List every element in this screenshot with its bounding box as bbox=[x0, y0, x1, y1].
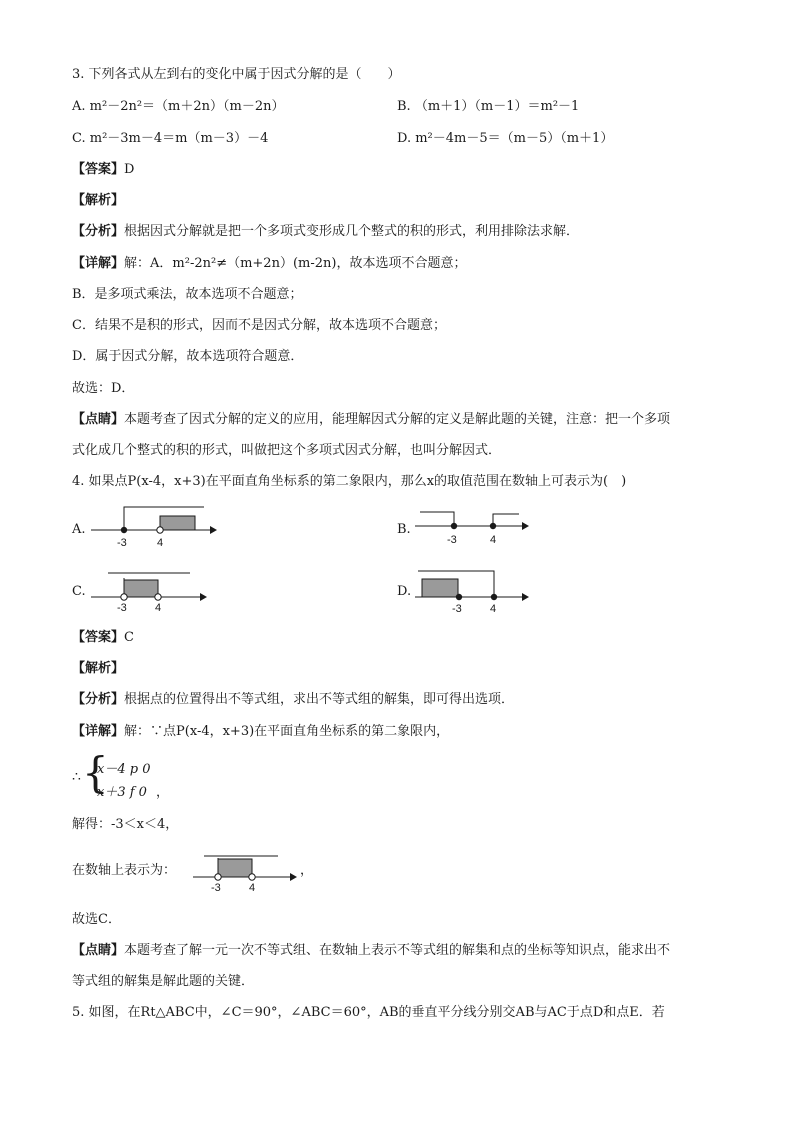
q3-option-b: B. （m＋1）（m－1）＝m²－1 bbox=[397, 99, 580, 114]
q4-solve: 解得：-3＜x＜4， bbox=[72, 817, 179, 832]
q4-label-d: D. bbox=[397, 584, 412, 599]
left-brace: { bbox=[82, 748, 109, 797]
q3-dianjing: 【点睛】本题考查了因式分解的定义的应用，能理解因式分解的定义是解此题的关键，注意：把一个多项 bbox=[72, 412, 671, 427]
q3-fenxi: 【分析】根据因式分解就是把一个多项式变形成几个整式的积的形式，利用排除法求解． bbox=[72, 224, 580, 239]
q4-dianjing-cont: 等式组的解集是解此题的关键． bbox=[72, 974, 255, 989]
inequality-2: x＋3 f 0 bbox=[97, 785, 147, 800]
q4-label-c: C. bbox=[72, 584, 86, 599]
q3-option-a: A. m²－2n²＝（m＋2n）（m－2n） bbox=[72, 99, 285, 114]
q4-label-b: B. bbox=[397, 522, 411, 537]
q4-numberline-a bbox=[88, 504, 218, 548]
q3-d-line: D．属于因式分解，故本选项符合题意． bbox=[72, 349, 304, 364]
q3-option-c: C. m²－3m－4＝m（m－3）－4 bbox=[72, 131, 269, 146]
q4-dianjing: 【点睛】本题考查了解一元一次不等式组、在数轴上表示不等式组的解集和点的坐标等知识点，能求出不 bbox=[72, 943, 671, 958]
q4-fenxi: 【分析】根据点的位置得出不等式组，求出不等式组的解集，即可得出选项． bbox=[72, 692, 515, 707]
answer-value: C bbox=[124, 630, 134, 645]
inequality-system bbox=[72, 748, 182, 801]
tick-minus3: -3 bbox=[211, 882, 221, 894]
q3-xiangjie: 【详解】解：A．m²-2n²≠（m+2n）(m-2n)，故本选项不合题意； bbox=[72, 256, 467, 271]
tick-4: 4 bbox=[157, 537, 164, 548]
tick-4: 4 bbox=[249, 882, 256, 894]
tick-4: 4 bbox=[490, 603, 497, 614]
q3-b-line: B．是多项式乘法，故本选项不合题意； bbox=[72, 287, 303, 302]
q4-stem: 4. 如果点P(x-4，x+3)在平面直角坐标系的第二象限内，那么x的取值范围在数轴上可表示为( ) bbox=[72, 474, 627, 489]
answer-value: D bbox=[124, 162, 135, 177]
answer-tag: 【答案】 bbox=[72, 162, 125, 177]
inequality-1: x－4 p 0 bbox=[97, 762, 151, 777]
q3-analysis-tag: 【解析】 bbox=[72, 193, 125, 208]
tick-4: 4 bbox=[155, 602, 162, 612]
q3-choose: 故选：D． bbox=[72, 381, 135, 396]
q4-answer bbox=[72, 629, 134, 647]
q3-c-line: C．结果不是积的形式，因而不是因式分解，故本选项不合题意； bbox=[72, 318, 446, 333]
q4-solution-numberline bbox=[190, 850, 305, 894]
q4-label-a: A. bbox=[72, 522, 86, 537]
q4-show-suffix: ， bbox=[300, 863, 314, 878]
q4-numberline-b bbox=[412, 506, 532, 548]
answer-tag: 【答案】 bbox=[72, 630, 125, 645]
q4-choose: 故选C． bbox=[72, 912, 121, 927]
q3-stem: 3. 下列各式从左到右的变化中属于因式分解的是（ ） bbox=[72, 67, 401, 82]
q4-numberline-d bbox=[412, 568, 532, 614]
tick-4: 4 bbox=[490, 534, 497, 546]
q5-stem: 5. 如图，在Rt△ABC中，∠C＝90°，∠ABC＝60°，AB的垂直平分线分别交AB与AC于点D和点E．若 bbox=[72, 1005, 665, 1020]
q4-xiangjie: 【详解】解：∵点P(x-4，x+3)在平面直角坐标系的第二象限内， bbox=[72, 724, 450, 739]
q4-show-prefix: 在数轴上表示为： bbox=[72, 863, 177, 878]
q4-numberline-c bbox=[88, 568, 213, 612]
q3-answer bbox=[72, 161, 134, 179]
tick-minus3: -3 bbox=[452, 603, 462, 614]
q4-analysis-tag: 【解析】 bbox=[72, 661, 125, 676]
q3-dianjing-cont: 式化成几个整式的积的形式，叫做把这个多项式因式分解，也叫分解因式． bbox=[72, 443, 502, 458]
tick-minus3: -3 bbox=[447, 534, 457, 546]
inequality-comma: ， bbox=[156, 785, 170, 800]
tick-minus3: -3 bbox=[117, 537, 127, 548]
therefore-symbol: ∴ bbox=[72, 769, 81, 785]
q3-option-d: D. m²－4m－5＝（m－5）（m＋1） bbox=[397, 131, 614, 146]
tick-minus3: -3 bbox=[117, 602, 127, 612]
